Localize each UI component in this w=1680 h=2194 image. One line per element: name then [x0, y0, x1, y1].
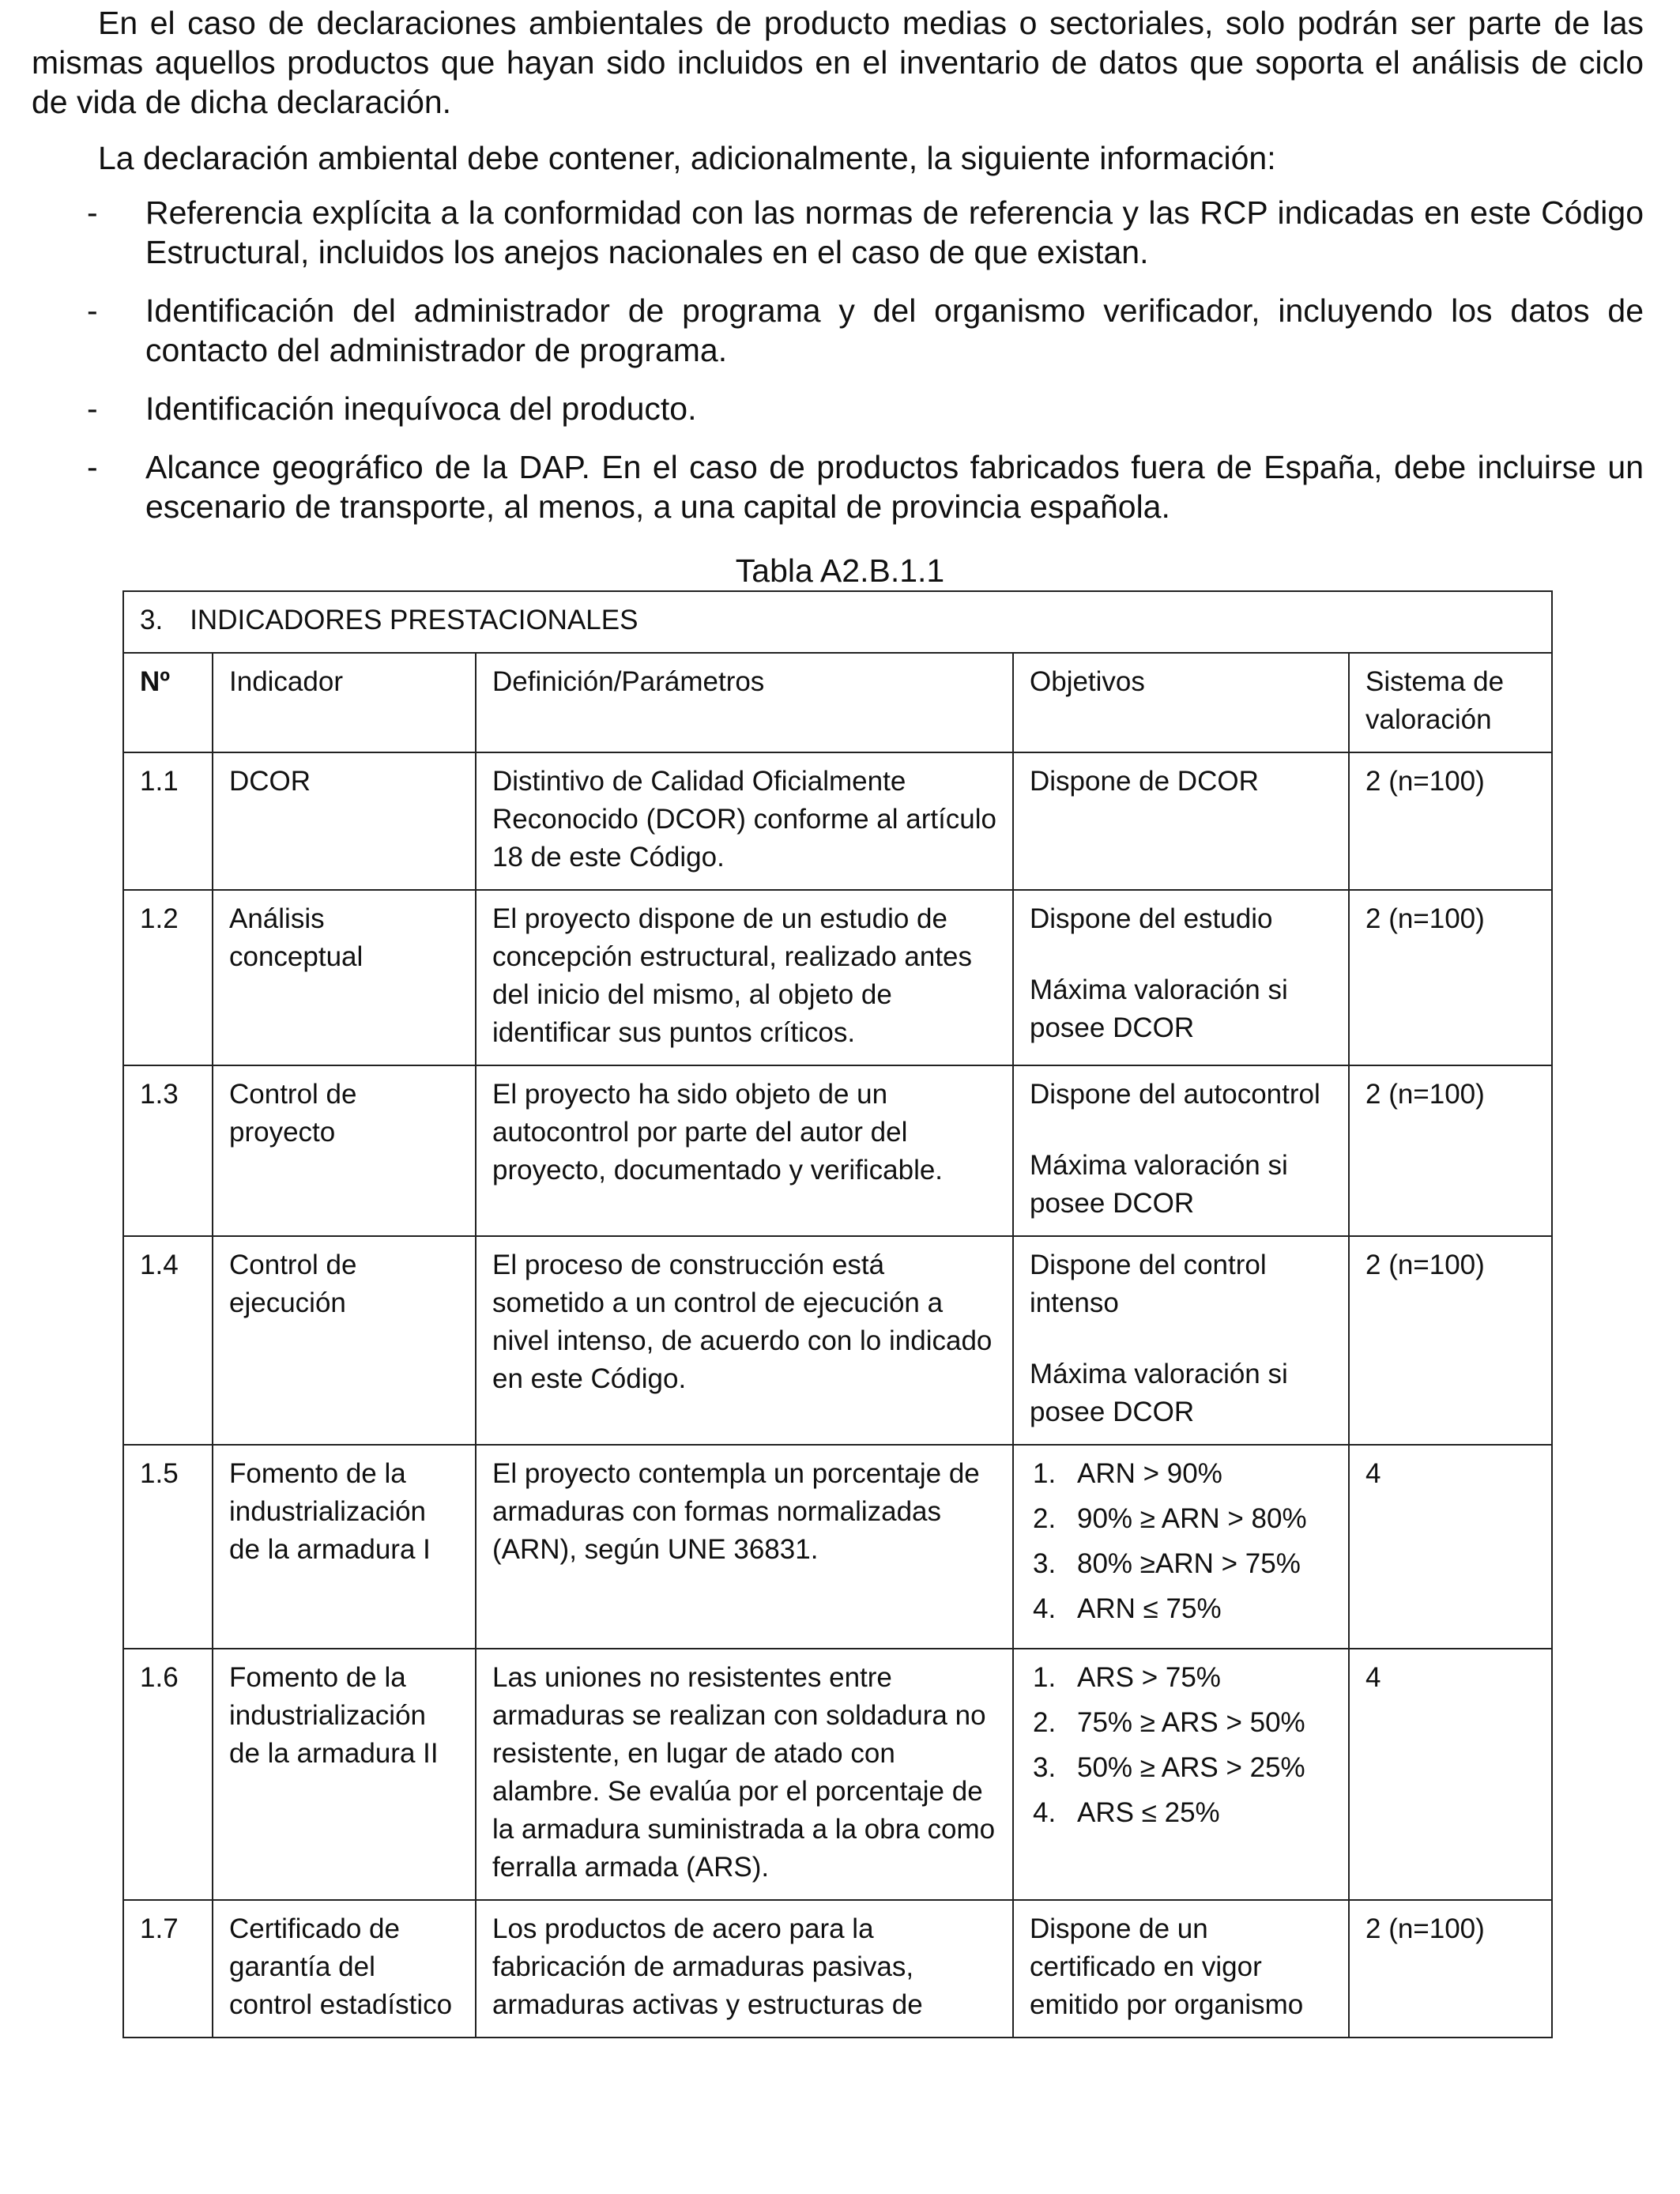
row-valuation: 2 (n=100)	[1349, 890, 1552, 1065]
table-row	[123, 1900, 1552, 2038]
row-number: 1.6	[123, 1649, 213, 1900]
header-valuation: Sistema de valoración	[1349, 653, 1552, 752]
row-indicator: Fomento de la industrialización de la armadura II	[213, 1649, 476, 1900]
row-objective	[1013, 1236, 1349, 1445]
row-indicator: Control de ejecución	[213, 1236, 476, 1445]
section-title-cell	[123, 591, 1552, 653]
level-text: ARN ≤ 75%	[1077, 1593, 1222, 1624]
table-row	[123, 1065, 1552, 1236]
row-objective	[1013, 1900, 1349, 2038]
row-objective	[1013, 1065, 1349, 1236]
objective-text: Dispone del control intenso	[1030, 1250, 1267, 1318]
row-objective	[1013, 1649, 1349, 1900]
row-valuation: 2 (n=100)	[1349, 752, 1552, 890]
objective-level	[1030, 1590, 1332, 1628]
level-number: 4.	[1033, 1593, 1057, 1624]
level-number: 2.	[1033, 1503, 1057, 1534]
requirements-list	[32, 193, 1644, 545]
objective-text: Dispone del autocontrol	[1030, 1079, 1320, 1110]
row-definition: Los productos de acero para la fabricación de armaduras pasivas, armaduras activas y estructuras de	[476, 1900, 1013, 2038]
level-text: ARS ≤ 25%	[1077, 1797, 1220, 1828]
level-number: 1.	[1033, 1662, 1057, 1693]
table-caption: Tabla A2.B.1.1	[735, 552, 945, 589]
row-number: 1.7	[123, 1900, 213, 2038]
section-title: INDICADORES PRESTACIONALES	[190, 605, 638, 635]
row-indicator: Análisis conceptual	[213, 890, 476, 1065]
row-definition: El proyecto ha sido objeto de un autocontrol por parte del autor del proyecto, documentado y verificable.	[476, 1065, 1013, 1236]
level-number: 3.	[1033, 1752, 1057, 1783]
row-valuation: 2 (n=100)	[1349, 1236, 1552, 1445]
objective-text: Dispone de DCOR	[1030, 766, 1259, 797]
list-item	[32, 291, 1644, 370]
row-indicator: Certificado de garantía del control estadístico	[213, 1900, 476, 2038]
level-number: 3.	[1033, 1548, 1057, 1579]
list-item-text: Identificación inequívoca del producto.	[145, 390, 697, 427]
list-item-text: Identificación del administrador de programa y del organismo verificador, incluyendo los datos de contacto del administrador de programa.	[145, 292, 1644, 368]
row-indicator: Fomento de la industrialización de la armadura I	[213, 1445, 476, 1649]
objective-note: Máxima valoración si posee DCOR	[1030, 1359, 1288, 1427]
row-indicator: DCOR	[213, 752, 476, 890]
objective-levels	[1030, 1659, 1332, 1832]
header-objectives: Objetivos	[1013, 653, 1349, 752]
list-item	[32, 389, 1644, 428]
table-section-row	[123, 591, 1552, 653]
objective-text: Dispone de un certificado en vigor emitido por organismo	[1030, 1913, 1304, 2020]
row-objective	[1013, 752, 1349, 890]
intro-paragraph-2: La declaración ambiental debe contener, adicionalmente, la siguiente información:	[98, 140, 1276, 176]
list-item	[32, 447, 1644, 526]
level-text: 80% ≥ARN > 75%	[1077, 1548, 1301, 1579]
bullet-dash: -	[87, 390, 98, 427]
objective-level	[1030, 1749, 1332, 1787]
level-number: 2.	[1033, 1707, 1057, 1738]
level-number: 1.	[1033, 1458, 1057, 1489]
header-indicator: Indicador	[213, 653, 476, 752]
row-definition: El proyecto dispone de un estudio de concepción estructural, realizado antes del inicio del mismo, al objeto de identificar sus puntos críticos.	[476, 890, 1013, 1065]
row-number: 1.2	[123, 890, 213, 1065]
row-number: 1.3	[123, 1065, 213, 1236]
objective-level	[1030, 1704, 1332, 1742]
row-definition: Las uniones no resistentes entre armaduras se realizan con soldadura no resistente, en lugar de atado con alambre. Se evalúa por el porcentaje de la armadura suministrada a la obra como ferralla armada (ARS).	[476, 1649, 1013, 1900]
objective-level	[1030, 1794, 1332, 1832]
table-row	[123, 1236, 1552, 1445]
level-text: ARS > 75%	[1077, 1662, 1221, 1693]
row-indicator: Control de proyecto	[213, 1065, 476, 1236]
bullet-dash: -	[87, 194, 98, 231]
row-number: 1.5	[123, 1445, 213, 1649]
list-item-text: Alcance geográfico de la DAP. En el caso de productos fabricados fuera de España, debe incluirse un escenario de transporte, al menos, a una capital de provincia española.	[145, 449, 1644, 525]
objective-level	[1030, 1500, 1332, 1538]
level-text: 75% ≥ ARS > 50%	[1077, 1707, 1305, 1738]
table-row	[123, 752, 1552, 890]
table-header-row	[123, 653, 1552, 752]
level-text: ARN > 90%	[1077, 1458, 1222, 1489]
level-number: 4.	[1033, 1797, 1057, 1828]
row-definition: El proceso de construcción está sometido a un control de ejecución a nivel intenso, de acuerdo con lo indicado en este Código.	[476, 1236, 1013, 1445]
row-number: 1.4	[123, 1236, 213, 1445]
objective-levels	[1030, 1455, 1332, 1628]
objective-text: Dispone del estudio	[1030, 903, 1273, 934]
row-valuation: 4	[1349, 1649, 1552, 1900]
table-row	[123, 1445, 1552, 1649]
row-objective	[1013, 890, 1349, 1065]
level-text: 50% ≥ ARS > 25%	[1077, 1752, 1305, 1783]
table-row	[123, 890, 1552, 1065]
header-no: Nº	[123, 653, 213, 752]
row-objective	[1013, 1445, 1349, 1649]
row-valuation: 4	[1349, 1445, 1552, 1649]
header-definition: Definición/Parámetros	[476, 653, 1013, 752]
list-item	[32, 193, 1644, 272]
objective-level	[1030, 1455, 1332, 1493]
row-valuation: 2 (n=100)	[1349, 1900, 1552, 2038]
row-definition: El proyecto contempla un porcentaje de armaduras con formas normalizadas (ARN), según UNE 36831.	[476, 1445, 1013, 1649]
bullet-dash: -	[87, 292, 98, 329]
table-row	[123, 1649, 1552, 1900]
level-text: 90% ≥ ARN > 80%	[1077, 1503, 1307, 1534]
objective-level	[1030, 1545, 1332, 1583]
objective-level	[1030, 1659, 1332, 1697]
list-item-text: Referencia explícita a la conformidad con las normas de referencia y las RCP indicadas en este Código Estructural, incluidos los anejos nacionales en el caso de que existan.	[145, 194, 1644, 270]
intro-paragraph-1: En el caso de declaraciones ambientales de producto medias o sectoriales, solo podrán ser parte de las mismas aquellos productos que hayan sido incluidos en el inventario de datos que soporta el análisis de ciclo de vida de dicha declaración.	[32, 5, 1644, 120]
row-valuation: 2 (n=100)	[1349, 1065, 1552, 1236]
objective-note: Máxima valoración si posee DCOR	[1030, 974, 1288, 1043]
row-number: 1.1	[123, 752, 213, 890]
objective-note: Máxima valoración si posee DCOR	[1030, 1150, 1288, 1219]
section-number: 3.	[140, 605, 164, 635]
bullet-dash: -	[87, 449, 98, 485]
row-definition: Distintivo de Calidad Oficialmente Reconocido (DCOR) conforme al artículo 18 de este Código.	[476, 752, 1013, 890]
indicators-table	[122, 590, 1553, 2038]
